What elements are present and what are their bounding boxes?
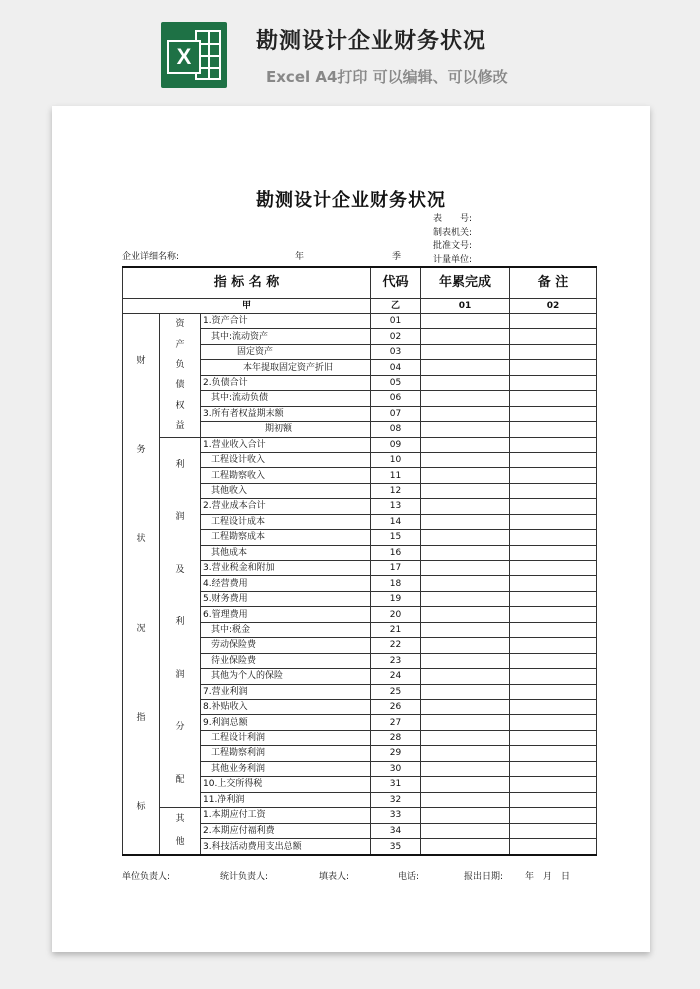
table-row bbox=[123, 437, 597, 452]
footer-phone: 电话: bbox=[398, 872, 420, 882]
remark-cell[interactable] bbox=[510, 391, 597, 406]
remark-cell[interactable] bbox=[510, 499, 597, 514]
indicator-code: 07 bbox=[371, 406, 421, 421]
inner-group-label bbox=[160, 808, 201, 855]
ytd-value-cell[interactable] bbox=[421, 468, 510, 483]
indicator-name: 工程勘察成本 bbox=[201, 530, 371, 545]
outer-group-char: 财 bbox=[136, 355, 146, 366]
inner-group-char: 润 bbox=[175, 512, 185, 523]
indicator-name: 3.营业税金和附加 bbox=[201, 561, 371, 576]
outer-group-char: 标 bbox=[136, 802, 146, 813]
col-header-indicator: 指 标 名 称 bbox=[123, 267, 371, 299]
indicator-code: 32 bbox=[371, 792, 421, 807]
header-banner bbox=[0, 0, 700, 105]
remark-cell[interactable] bbox=[510, 684, 597, 699]
indicator-name: 待业保险费 bbox=[201, 653, 371, 668]
ytd-value-cell[interactable] bbox=[421, 530, 510, 545]
remark-cell[interactable] bbox=[510, 792, 597, 807]
ytd-value-cell[interactable] bbox=[421, 499, 510, 514]
col-header-code: 代码 bbox=[371, 267, 421, 299]
indicator-name: 10.上交所得税 bbox=[201, 777, 371, 792]
ytd-value-cell[interactable] bbox=[421, 406, 510, 421]
ytd-value-cell[interactable] bbox=[421, 576, 510, 591]
outer-group-char: 务 bbox=[136, 445, 146, 456]
remark-cell[interactable] bbox=[510, 360, 597, 375]
indicator-name: 固定资产 bbox=[201, 344, 371, 359]
indicator-name: 1.本期应付工资 bbox=[201, 808, 371, 824]
indicator-code: 24 bbox=[371, 669, 421, 684]
financial-status-table bbox=[122, 266, 597, 856]
indicator-name: 7.营业利润 bbox=[201, 684, 371, 699]
inner-group-char: 益 bbox=[175, 421, 185, 432]
header-row bbox=[123, 267, 597, 299]
indicator-code: 12 bbox=[371, 483, 421, 498]
subheader-code: 乙 bbox=[371, 299, 421, 314]
meta-form-number: 表 号: bbox=[433, 214, 473, 224]
indicator-code: 06 bbox=[371, 391, 421, 406]
indicator-name: 9.利润总额 bbox=[201, 715, 371, 730]
remark-cell[interactable] bbox=[510, 653, 597, 668]
ytd-value-cell[interactable] bbox=[421, 391, 510, 406]
indicator-code: 25 bbox=[371, 684, 421, 699]
remark-cell[interactable] bbox=[510, 545, 597, 560]
indicator-name: 其中:税金 bbox=[201, 622, 371, 637]
indicator-code: 29 bbox=[371, 746, 421, 761]
subheader-row bbox=[123, 299, 597, 314]
ytd-value-cell[interactable] bbox=[421, 792, 510, 807]
inner-group-char: 负 bbox=[175, 360, 185, 371]
footer-date-fields: 年 月 日 bbox=[525, 872, 571, 882]
inner-group-char: 债 bbox=[175, 380, 185, 391]
outer-group-label bbox=[123, 314, 160, 855]
remark-cell[interactable] bbox=[510, 406, 597, 421]
remark-cell[interactable] bbox=[510, 730, 597, 745]
indicator-name: 本年提取固定资产折旧 bbox=[201, 360, 371, 375]
ytd-value-cell[interactable] bbox=[421, 329, 510, 344]
remark-cell[interactable] bbox=[510, 483, 597, 498]
indicator-name: 其他成本 bbox=[201, 545, 371, 560]
indicator-code: 34 bbox=[371, 823, 421, 839]
indicator-code: 15 bbox=[371, 530, 421, 545]
ytd-value-cell[interactable] bbox=[421, 823, 510, 839]
ytd-value-cell[interactable] bbox=[421, 730, 510, 745]
remark-cell[interactable] bbox=[510, 329, 597, 344]
inner-group-char: 及 bbox=[175, 564, 185, 575]
inner-group-char: 其 bbox=[175, 814, 185, 825]
excel-icon bbox=[161, 22, 227, 88]
remark-cell[interactable] bbox=[510, 375, 597, 390]
remark-cell[interactable] bbox=[510, 591, 597, 606]
remark-cell[interactable] bbox=[510, 344, 597, 359]
excel-letter: X bbox=[167, 40, 201, 74]
remark-cell[interactable] bbox=[510, 669, 597, 684]
ytd-value-cell[interactable] bbox=[421, 622, 510, 637]
inner-group-char: 润 bbox=[175, 669, 185, 680]
indicator-code: 27 bbox=[371, 715, 421, 730]
indicator-name: 6.管理费用 bbox=[201, 607, 371, 622]
ytd-value-cell[interactable] bbox=[421, 545, 510, 560]
indicator-code: 04 bbox=[371, 360, 421, 375]
remark-cell[interactable] bbox=[510, 314, 597, 329]
indicator-name: 4.经营费用 bbox=[201, 576, 371, 591]
indicator-code: 19 bbox=[371, 591, 421, 606]
table-row bbox=[123, 808, 597, 824]
footer-unit-head: 单位负责人: bbox=[122, 872, 171, 882]
indicator-code: 08 bbox=[371, 422, 421, 437]
indicator-code: 10 bbox=[371, 452, 421, 467]
remark-cell[interactable] bbox=[510, 452, 597, 467]
ytd-value-cell[interactable] bbox=[421, 684, 510, 699]
ytd-value-cell[interactable] bbox=[421, 715, 510, 730]
ytd-value-cell[interactable] bbox=[421, 437, 510, 452]
inner-group-char: 产 bbox=[175, 339, 185, 350]
inner-group-label bbox=[160, 314, 201, 438]
indicator-name: 其他业务利润 bbox=[201, 761, 371, 776]
ytd-value-cell[interactable] bbox=[421, 561, 510, 576]
indicator-name: 5.财务费用 bbox=[201, 591, 371, 606]
indicator-name: 其中:流动负债 bbox=[201, 391, 371, 406]
ytd-value-cell[interactable] bbox=[421, 607, 510, 622]
inner-group-char: 资 bbox=[175, 319, 185, 330]
indicator-name: 2.本期应付福利费 bbox=[201, 823, 371, 839]
indicator-name: 工程设计利润 bbox=[201, 730, 371, 745]
indicator-code: 05 bbox=[371, 375, 421, 390]
remark-cell[interactable] bbox=[510, 715, 597, 730]
indicator-code: 26 bbox=[371, 699, 421, 714]
indicator-code: 09 bbox=[371, 437, 421, 452]
inner-group-char: 利 bbox=[175, 617, 185, 628]
indicator-code: 33 bbox=[371, 808, 421, 824]
inner-group-char: 分 bbox=[175, 722, 185, 733]
inner-group-label bbox=[160, 437, 201, 808]
remark-cell[interactable] bbox=[510, 422, 597, 437]
inner-group-char: 利 bbox=[175, 459, 185, 470]
remark-cell[interactable] bbox=[510, 437, 597, 452]
indicator-code: 18 bbox=[371, 576, 421, 591]
indicator-code: 11 bbox=[371, 468, 421, 483]
indicator-name: 其他为个人的保险 bbox=[201, 669, 371, 684]
form-meta bbox=[433, 213, 472, 267]
outer-group-char: 况 bbox=[136, 623, 146, 634]
remark-cell[interactable] bbox=[510, 823, 597, 839]
subheader-indicator: 甲 bbox=[123, 299, 371, 314]
subheader-ytd: 01 bbox=[421, 299, 510, 314]
quarter-label: 季 bbox=[392, 252, 402, 262]
ytd-value-cell[interactable] bbox=[421, 808, 510, 824]
ytd-value-cell[interactable] bbox=[421, 314, 510, 329]
remark-cell[interactable] bbox=[510, 530, 597, 545]
ytd-value-cell[interactable] bbox=[421, 638, 510, 653]
remark-cell[interactable] bbox=[510, 576, 597, 591]
company-name-label: 企业详细名称: bbox=[122, 252, 180, 262]
col-header-ytd: 年累完成 bbox=[421, 267, 510, 299]
ytd-value-cell[interactable] bbox=[421, 746, 510, 761]
indicator-name: 工程勘察收入 bbox=[201, 468, 371, 483]
remark-cell[interactable] bbox=[510, 638, 597, 653]
ytd-value-cell[interactable] bbox=[421, 653, 510, 668]
col-header-remark: 备 注 bbox=[510, 267, 597, 299]
inner-group-char: 配 bbox=[175, 774, 185, 785]
ytd-value-cell[interactable] bbox=[421, 422, 510, 437]
ytd-value-cell[interactable] bbox=[421, 344, 510, 359]
remark-cell[interactable] bbox=[510, 777, 597, 792]
indicator-code: 30 bbox=[371, 761, 421, 776]
indicator-name: 2.营业成本合计 bbox=[201, 499, 371, 514]
ytd-value-cell[interactable] bbox=[421, 360, 510, 375]
footer-report-date: 报出日期: bbox=[464, 872, 504, 882]
indicator-name: 8.补贴收入 bbox=[201, 699, 371, 714]
ytd-value-cell[interactable] bbox=[421, 777, 510, 792]
banner-title: 勘测设计企业财务状况 bbox=[256, 29, 487, 54]
table-row bbox=[123, 314, 597, 329]
ytd-value-cell[interactable] bbox=[421, 669, 510, 684]
indicator-name: 其他收入 bbox=[201, 483, 371, 498]
meta-approval: 批准文号: bbox=[433, 241, 473, 251]
indicator-name: 1.资产合计 bbox=[201, 314, 371, 329]
indicator-name: 工程设计成本 bbox=[201, 514, 371, 529]
subheader-remark: 02 bbox=[510, 299, 597, 314]
ytd-value-cell[interactable] bbox=[421, 591, 510, 606]
meta-unit: 计量单位: bbox=[433, 254, 473, 265]
indicator-name: 劳动保险费 bbox=[201, 638, 371, 653]
indicator-name: 工程勘察利润 bbox=[201, 746, 371, 761]
inner-group-char: 他 bbox=[175, 837, 185, 848]
indicator-code: 16 bbox=[371, 545, 421, 560]
indicator-name: 其中:流动资产 bbox=[201, 329, 371, 344]
indicator-code: 22 bbox=[371, 638, 421, 653]
indicator-name: 3.所有者权益期末额 bbox=[201, 406, 371, 421]
ytd-value-cell[interactable] bbox=[421, 761, 510, 776]
remark-cell[interactable] bbox=[510, 761, 597, 776]
outer-group-char: 指 bbox=[136, 712, 146, 723]
document-page bbox=[52, 106, 650, 952]
outer-group-char: 状 bbox=[136, 534, 146, 545]
inner-group-char: 权 bbox=[175, 400, 185, 411]
indicator-code: 23 bbox=[371, 653, 421, 668]
year-label: 年 bbox=[295, 252, 305, 262]
indicator-name: 1.营业收入合计 bbox=[201, 437, 371, 452]
ytd-value-cell[interactable] bbox=[421, 839, 510, 855]
indicator-code: 02 bbox=[371, 329, 421, 344]
remark-cell[interactable] bbox=[510, 514, 597, 529]
remark-cell[interactable] bbox=[510, 699, 597, 714]
indicator-code: 17 bbox=[371, 561, 421, 576]
ytd-value-cell[interactable] bbox=[421, 452, 510, 467]
indicator-code: 20 bbox=[371, 607, 421, 622]
ytd-value-cell[interactable] bbox=[421, 699, 510, 714]
meta-authority: 制表机关: bbox=[433, 227, 473, 238]
ytd-value-cell[interactable] bbox=[421, 483, 510, 498]
banner-subtitle: Excel A4打印 可以编辑、可以修改 bbox=[266, 68, 508, 86]
remark-cell[interactable] bbox=[510, 468, 597, 483]
indicator-code: 01 bbox=[371, 314, 421, 329]
indicator-name: 期初额 bbox=[201, 422, 371, 437]
document-title: 勘测设计企业财务状况 bbox=[256, 190, 446, 211]
remark-cell[interactable] bbox=[510, 808, 597, 824]
remark-cell[interactable] bbox=[510, 839, 597, 855]
indicator-name: 工程设计收入 bbox=[201, 452, 371, 467]
footer-stat-head: 统计负责人: bbox=[220, 872, 269, 882]
remark-cell[interactable] bbox=[510, 561, 597, 576]
indicator-name: 3.科技活动费用支出总额 bbox=[201, 839, 371, 855]
indicator-name: 2.负债合计 bbox=[201, 375, 371, 390]
remark-cell[interactable] bbox=[510, 622, 597, 637]
indicator-code: 21 bbox=[371, 622, 421, 637]
indicator-code: 28 bbox=[371, 730, 421, 745]
footer-filler: 填表人: bbox=[319, 872, 350, 882]
indicator-code: 13 bbox=[371, 499, 421, 514]
ytd-value-cell[interactable] bbox=[421, 514, 510, 529]
indicator-code: 03 bbox=[371, 344, 421, 359]
indicator-code: 31 bbox=[371, 777, 421, 792]
indicator-name: 11.净利润 bbox=[201, 792, 371, 807]
remark-cell[interactable] bbox=[510, 607, 597, 622]
indicator-code: 35 bbox=[371, 839, 421, 855]
remark-cell[interactable] bbox=[510, 746, 597, 761]
ytd-value-cell[interactable] bbox=[421, 375, 510, 390]
indicator-code: 14 bbox=[371, 514, 421, 529]
